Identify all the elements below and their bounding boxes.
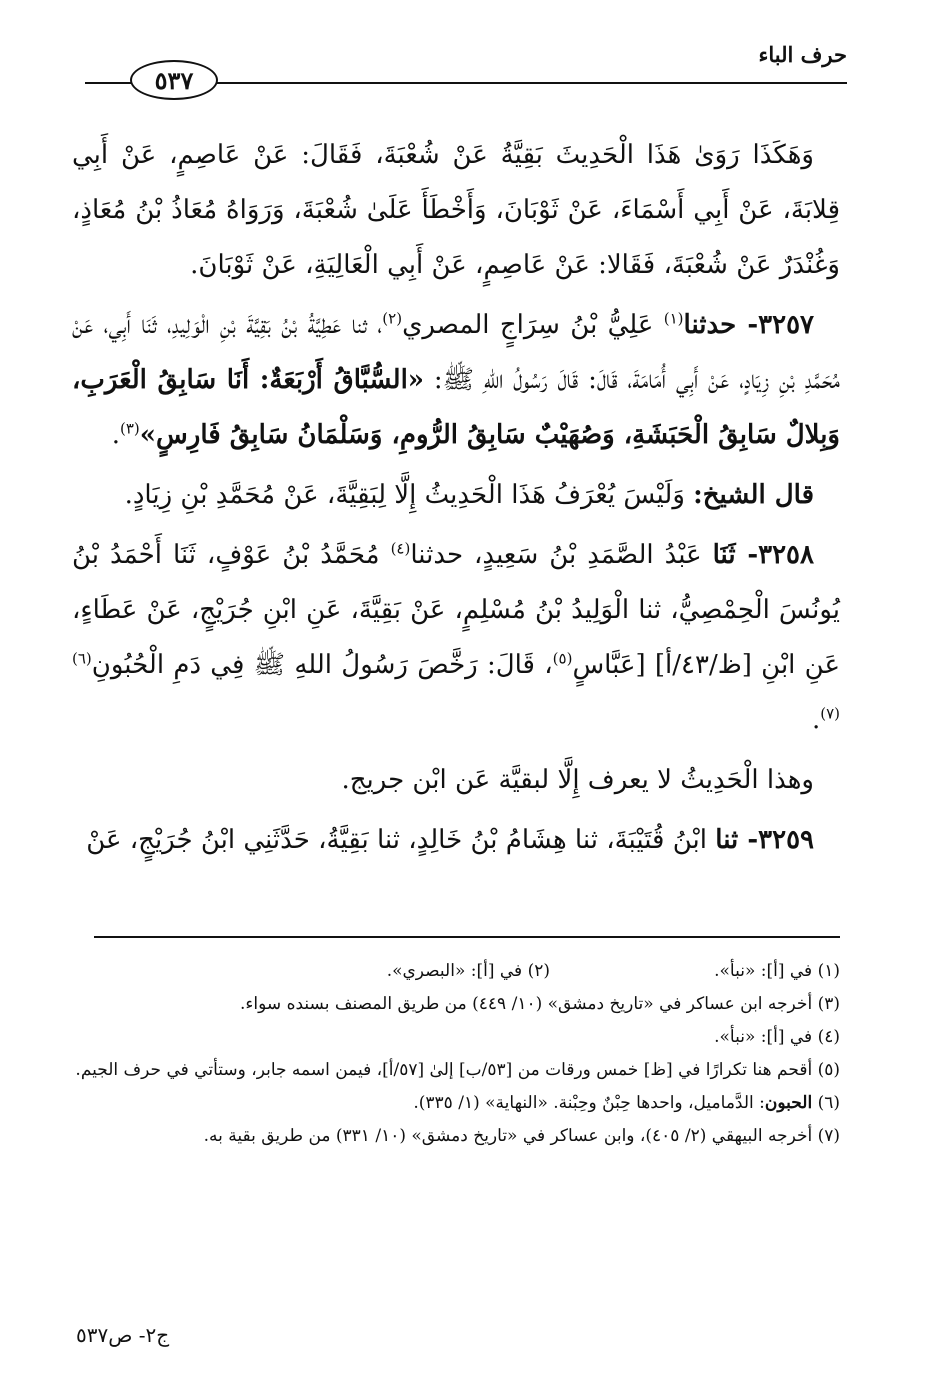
period: .	[811, 705, 821, 735]
comment-text: وَلَيْسَ يُعْرَفُ هَذَا الْحَدِيثُ إِلَّا لِبَقِيَّةَ، عَنْ مُحَمَّدِ بْنِ زِيَادٍ.	[124, 480, 694, 510]
hadith-text: مُحَمَّدُ بْنُ عَوْفٍ، ثَنَا أَحْمَدُ بْنُ يُونُسَ الْحِمْصِيُّ، ثنا الْوَلِيدُ بْنُ مُسْلِمٍ، عَنْ بَقِيَّةَ، عَنِ ابْنِ جُرَيْجٍ، عَنْ عَطَاءٍ، عَنِ ابْنِ [ظ/٤٣/أ] [عَبَّاسٍ	[72, 540, 840, 680]
hadith-number: ٣٢٥٧- حدثنا	[683, 310, 814, 340]
footnote-ref-5[interactable]: (٥)	[552, 649, 573, 668]
hadith-text: ، ثنا عَطِيَّةُ بْنُ بَقِيَّةَ بْنِ الْوَلِيدِ، ثَنَا أَبِي، عَنْ مُحَمَّدِ بْنِ زِيَادٍ، عَنْ أَبِي أُمَامَةَ، قَالَ: قَالَ رَسُولُ اللهِ ﷺ:	[72, 310, 840, 395]
hadith-quote: «السُّبَّاقُ أَرْبَعَةٌ: أَنَا سَابِقُ الْعَرَبِ، وَبِلالٌ سَابِقُ الْحَبَشَةِ، وَصُهَيْبٌ سَابِقُ الرُّومِ، وَسَلْمَانُ سَابِقُ فَارِسٍ»	[72, 365, 840, 450]
footnote-6	[72, 1087, 840, 1120]
volume-page-reference: ج٢- ص٥٣٧	[76, 1323, 170, 1347]
footnote-2: (٢) في [أ]: «البصري».	[386, 961, 550, 981]
footnote-ref-4[interactable]: (٤)	[390, 539, 411, 558]
footnotes	[72, 955, 840, 1153]
period: .	[111, 420, 120, 450]
footnote-term: الحبون	[764, 1093, 813, 1113]
paragraph-1: وَهَكَذَا رَوَىٰ هَذَا الْحَدِيثَ بَقِيَّةُ عَنْ شُعْبَةَ، فَقَالَ: عَنْ عَاصِمٍ، عَنْ أَبِي قِلابَةَ، عَنْ أَبِي أَسْمَاءَ، عَنْ ثَوْبَانَ، وَأَخْطَأَ عَلَىٰ شُعْبَةَ، وَرَوَاهُ مُعَاذُ بْنُ مُعَاذٍ، وَغُنْدَرٌ عَنْ شُعْبَةَ، فَقَالا: عَنْ عَاصِمٍ، عَنْ أَبِي الْعَالِيَةِ، عَنْ ثَوْبَانَ.	[72, 140, 840, 280]
footnote-4: (٤) في [أ]: «نبأ».	[714, 1027, 840, 1047]
hadith-3257	[72, 298, 840, 463]
hadith-text: ، قَالَ: رَخَّصَ رَسُولُ اللهِ ﷺ فِي دَمِ الْحُبُونِ	[91, 650, 553, 680]
hadith-3258	[72, 528, 840, 748]
footnote-3: (٣) أخرجه ابن عساكر في «تاريخ دمشق» (١٠/ ٤٤٩) من طريق المصنف بسنده سواء.	[240, 994, 840, 1014]
footnote-divider	[94, 936, 840, 938]
hadith-3259	[72, 813, 840, 868]
paragraph-5: وهذا الْحَدِيثُ لا يعرف إِلَّا لبقيَّة عَن ابْن جريج.	[341, 765, 814, 795]
footnote-ref-6-7[interactable]: (٦)(٧)	[72, 649, 840, 723]
footnote-ref-2[interactable]: (٢)	[382, 309, 403, 328]
page-number: ٥٣٧	[130, 60, 218, 100]
page-header	[85, 40, 847, 100]
footnote-ref-3[interactable]: (٣)	[120, 419, 140, 438]
footnote-5: (٥) أقحم هنا تكرارًا في [ظ] خمس ورقات من [٥٣/ب] إلىٰ [٥٧/أ]، فيمن اسمه جابر، وستأتي في حرف الجيم.	[75, 1060, 840, 1080]
footnote-ref-1[interactable]: (١)	[663, 309, 684, 328]
hadith-number: ٣٢٥٨- ثَنَا	[712, 540, 814, 570]
footnote-text: : الدَّماميل، واحدها حِبْنٌ وحِبْنة. «النهاية» (١/ ٣٣٥).	[413, 1093, 765, 1113]
footnote-7: (٧) أخرجه البيهقي (٢/ ٤٠٥)، وابن عساكر في «تاريخ دمشق» (١٠/ ٣٣١) من طريق بقية به.	[203, 1126, 840, 1146]
hadith-text: عَبْدُ الصَّمَدِ بْنُ سَعِيدٍ، حدثنا	[410, 540, 713, 570]
footnote-number: (٦)	[812, 1093, 840, 1113]
comment-lead: قال الشيخ:	[693, 480, 814, 510]
sheikh-comment	[72, 468, 840, 523]
hadith-text: عَلِيُّ بْنُ سِرَاجٍ المصري	[402, 310, 664, 340]
section-title: حرف الباء	[758, 42, 847, 67]
hadith-text: ابْنُ قُتَيْبَةَ، ثنا هِشَامُ بْنُ خَالِدٍ، ثنا بَقِيَّةُ، حَدَّثَنِي ابْنُ جُرَيْجٍ، عَنْ	[86, 825, 716, 855]
footnote-1: (١) في [أ]: «نبأ».	[714, 961, 840, 981]
hadith-number: ٣٢٥٩- ثنا	[715, 825, 814, 855]
footnote-row	[72, 955, 840, 988]
main-text	[72, 128, 840, 873]
